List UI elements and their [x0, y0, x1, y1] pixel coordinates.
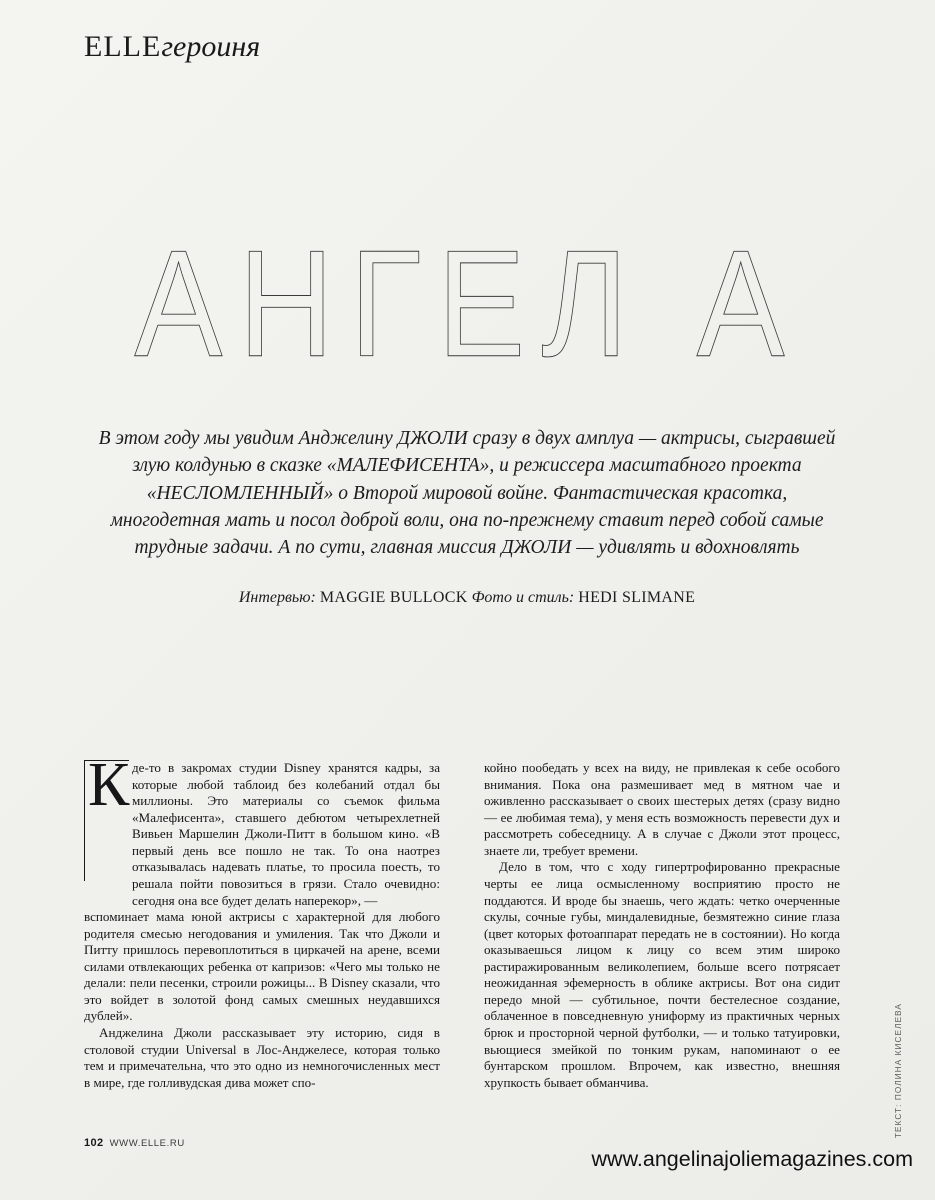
masthead — [84, 30, 260, 64]
body-column-left — [84, 751, 440, 1091]
photo-name: HEDI SLIMANE — [578, 589, 696, 606]
dropcap-lead: де-то в закромах студии Disney хранятся кадры, за которые любой таблоид без колебаний отдал бы миллионы. Это материалы со съемок фильма «Малефисента», ставшего дебютом четырехлетней Вивьен Маршелин Джоли-Питт в большом кино. «В первый день все пошло не так. То она наотрез отказывалась надевать платье, то просила поесть, то решала пойти повозиться в грязи. Стало очевидно: сегодня она все будет делать наперекор», — — [132, 760, 440, 908]
body-columns — [84, 751, 852, 1130]
headline-text: АНГЕЛ А — [134, 218, 801, 388]
watermark: www.angelinajoliemagazines.com — [591, 1147, 913, 1171]
site-url: WWW.ELLE.RU — [109, 1138, 185, 1149]
paragraph-rest: вспоминает мама юной актрисы с характерной для любого родителя смесью негодования и умиления. Так что Джоли и Питту пришлось перевоплотиться в циркачей на арене, всеми силами отвлекающих ребенка от капризов: «Чего мы только не делали: пели песенки, строили рожицы... В Disney сказали, что это войдет в золотой фонд самых смешных неудавшихся дублей». — [84, 909, 440, 1024]
headline-title — [0, 218, 935, 388]
drop-cap: К — [88, 751, 130, 819]
paragraph — [84, 760, 440, 1025]
folio — [84, 1137, 185, 1149]
masthead-section: героиня — [161, 30, 261, 63]
interview-label: Интервью: — [238, 589, 316, 606]
interview-name: MAGGIE BULLOCK — [319, 589, 468, 606]
body-column-right — [484, 760, 840, 1091]
paragraph: Анджелина Джоли рассказывает эту историю, сидя в столовой студии Universal в Лос-Анджелесе, которая только тем и примечательна, что это одно из немногочисленных мест в мире, где голливудская дива может спо- — [84, 1025, 440, 1090]
page-number: 102 — [84, 1137, 104, 1149]
standfirst: В этом году мы увидим Анджелину ДЖОЛИ сразу в двух амплуа — актрисы, сыгравшей злую колдунью в сказке «МАЛЕФИСЕНТА», и режиссера масштабного проекта «НЕСЛОМЛЕННЫЙ» о Второй мировой войне. Фантастическая красотка, многодетная мать и посол доброй воли, она по-прежнему ставит перед собой самые трудные задачи. А по сути, главная миссия ДЖОЛИ — удивлять и вдохновлять — [98, 428, 836, 559]
paragraph: койно пообедать у всех на виду, не привлекая к себе особого внимания. Пока она размешивает мед в мятном чае и оживленно рассказывает о своих шестерых детях (сразу видно — ее любимая тема), у меня есть возможность перевести дух и рассмотреть собеседницу. А в случае с Джоли этот процесс, знаете ли, требует времени. — [484, 760, 840, 858]
masthead-brand: ELLE — [84, 30, 162, 63]
paragraph: Дело в том, что с ходу гипертрофированно прекрасные черты ее лица осмысленному восприятию просто не поддаются. И вроде бы знаешь, чего ждать: четко очерченные скулы, сочные губы, миндалевидные, безмятежно синие глаза (цвет которых фотоаппарат передать не в состоянии). Но когда оказываешься лицом к лицу со всем этим широко растиражированным великолепием, больше всего потрясает неожиданная эфемерность в облике актрисы. Вот она сидит передо мной — субтильное, почти бестелесное создание, облаченное в повседневную униформу из практичных черных брюк и просторной черной футболки, — и только татуировки, вьющиеся змейкой по тонким рукам, напоминают о ее бунтарском прошлом. Впрочем, как известно, внешняя хрупкость бывает обманчива. — [484, 859, 840, 1090]
photo-label: Фото и стиль: — [471, 589, 575, 606]
byline — [96, 589, 838, 607]
side-credit: ТЕКСТ: ПОЛИНА КИСЕЛЕВА — [894, 1002, 903, 1138]
